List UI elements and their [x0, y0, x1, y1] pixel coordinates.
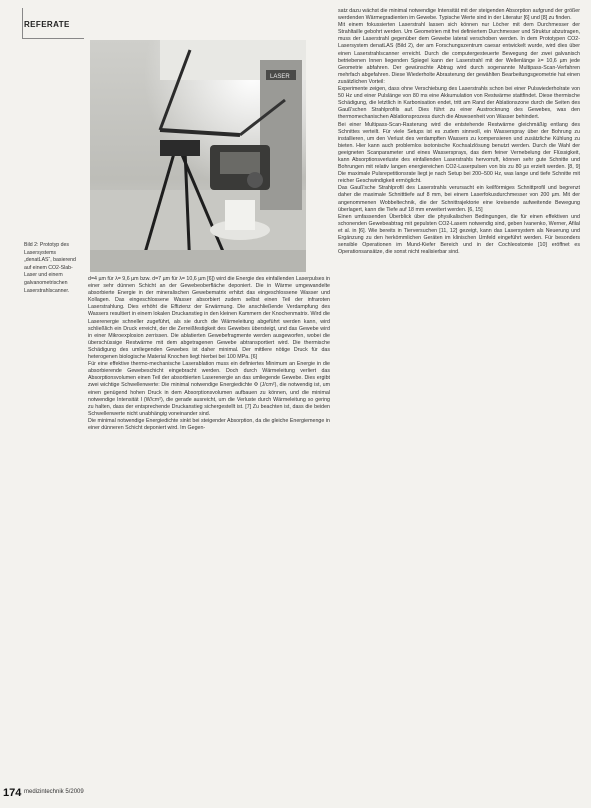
caption-text: Bild 2: Prototyp des Lasersystems „denatLAS“, basierend auf einem CO2-Slab-Laser und einem galvanometrischen Laserstrahlscanner. — [24, 242, 76, 294]
paragraph: Experimente zeigen, dass ohne Verschiebung des Laserstrahls schon bei einer Pulswiederholrate von 50 Hz und einer Pulslänge von 80 ms eine Akkumulation von Restwärme stattfindet. Diese thermische Schädigung, die letztlich in Karbonisation endet, tritt am Rand der Ablationszone durch die Seiten des Gauß'schen Strahlprofils auf. Dies führt zu einer Austrocknung des Gewebes, was den thermomechanischen Ablationsprozess durch die Abwesenheit von Wasser behindert. — [338, 86, 580, 121]
paragraph: Für eine effektive thermo-mechanische Laserablation muss ein definiertes Minimum an Energie in die absorbierende Gewebeschicht eingebracht werden. Doch durch Wärmeleitung verliert das Absorptionsvolumen einen Teil der absorbierten Laserenergie an das umliegende Gewebe. Dies ergibt zwei wichtige Schwellenwerte: Die minimal notwendige Energiedichte Φ (J/cm²), die notwendig ist, um einen genügend hohen Druck in dem Absorptionsvolumen aufbauen zu können, und die minimal notwendige Intensität I (W/cm²), die gerade ausreicht, um die Verluste durch Wärmeleitung so gering zu halten, dass der entsprechende Druckanstieg sichergestellt ist. [7] Zu beachten ist, dass die beiden Schwellenwerte nicht unabhängig voneinander sind. — [88, 361, 330, 417]
laser-system-illustration — [90, 40, 306, 272]
article-column-left — [88, 276, 330, 776]
paragraph: Die minimal notwendige Energiedichte sinkt bei steigender Absorption, da die gleiche Energiemenge in einer dünneren Schicht deponiert wird. Im Gegen- — [88, 417, 330, 431]
laser-device-label: LASER — [270, 74, 290, 80]
paragraph: Das Gauß'sche Strahlprofil des Laserstrahls verursacht ein keilförmiges Schnittprofil und begrenzt daher die maximale Schnitttiefe auf 8 mm, bei einem Laserfokusdurchmesser von 200 µm. Mit der angenommenen Wobbeltechnik, die der Schnittrajektorie eine kreisende aufweitende Bewegung überlagert, kann die Tiefe auf 18 mm erweitert werden. [6, 15] — [338, 185, 580, 213]
journal-name: medizintechnik 5/2009 — [24, 789, 84, 795]
article-column-right — [338, 8, 580, 776]
paragraph: d=4 µm für λ= 9,6 µm bzw. d=7 µm für λ= 10,6 µm [6]) wird die Energie des einfallenden Laserpulses in einer sehr dünnen Schicht an der Gewebeoberfläche deponiert. Die in Wärme umgewandelte absorbierte Energie in der mineralischen Gewebematrix erhitzt das eingeschlossene Wasser und Kollagen. Das eingeschlossene Wasser absorbiert zudem selbst einen Teil der infraroten Laserstrahlung. Dies erhöht die Effizienz der Erwärmung. Die anschließende Verdampfung des Wassers resultiert in einem lokalen Druckanstieg in den kleinen Kammern der Knochenmatrix. Wird die Laserenergie schneller zugeführt, als sie durch die Wärmeleitung abgeführt werden kann, wird schließlich ein Druck erreicht, der die Zerreißfestigkeit des Gewebes übersteigt, und das Gewebe wird in einer Mikroexplosion zerrissen. Die ablatierten Gewebefragmente werden ausgeworfen, wobei die überschüssige Restwärme mit dem abgetragenen Gewebe abtransportiert wird. Die thermische Schädigung des umliegenden Gewebes ist daher minimal. Der mittlere nötige Druck für das heterogenen biologische Material Knochen liegt hierbei bei 100 MPa. [6] — [88, 276, 330, 361]
paragraph: satz dazu wächst die minimal notwendige Intensität mit der steigenden Absorption aufgrund der größer werdenden Wärmegradienten im Gewebe. Typische Werte sind in der Literatur [6] und [8] zu finden. — [338, 8, 580, 22]
paragraph: Einen umfassenden Überblick über die physikalischen Bedingungen, die für einen effektiven und schonenden Gewebeabtrag mit gepulsten CO2-Lasern notwendig sind, geben Ivanenko, Werner, Afilal et al. in [6]. Wie bereits in Tierversuchen [11, 12] gezeigt, kann das Lasersystem als Neuerung und Ergänzung zu den herkömmlichen Geräten im klinischen Umfeld eingeführt werden. Für besonders sensible Operationen im Mund-Kiefer Bereich und in der Cochleostomie [10] eröffnet es Operationsansätze, die sonst nicht realisierbar sind. — [338, 213, 580, 256]
page-footer — [0, 787, 591, 801]
header-rule-vertical — [22, 8, 23, 38]
laser-system-photo — [90, 40, 306, 272]
header-rule-horizontal — [22, 38, 84, 39]
paragraph: Mit einem fokussierten Laserstrahl lassen sich können nur Löcher mit dem Durchmesser der Strahltaille gebohrt werden. Um Geometrien mit frei definiertem Durchmesser und Struktur abzutragen, muss der Laserstrahl gegenüber dem Gewebe lateral verschoben werden. In dem Prototypen CO2-Lasersystem denatLAS (Bild 2), der am Forschungszentrum caesar entwickelt wurde, wird dies über einen Laserstrahlscanner erreicht. Durch die computergesteuerte Bewegung der zwei galvanisch betriebenen Innen liegenden Spiegel kann der Laserstrahl mit der Wellenlänge λ= 10,6 µm jede Geometrie abfahren. Der gewünschte Abtrag wird durch sogenannte Multipass-Scan-Verfahren mehrfach abgefahren. Diese Wiederholte Abrasterung der gewählten Bearbeitungsgeometrie hat einen zusätzlichen Vorteil: — [338, 22, 580, 85]
paragraph: Bei einer Multipass-Scan-Rasterung wird die entstehende Restwärme gleichmäßig entlang des Schnittes verteilt. Für viele Setups ist es zudem sinnvoll, ein Wasserspray über der Bohrung zu installieren, um den Verlust des verdampften Wassers zu kompensieren und zusätzliche Kühlung zu bieten. Hier kann auch problemlos isotonische Kochsalzlösung benutzt werden. Durch die Wahl der geeigneten Scanparameter und eines Wassersprays, das dem feiner Vernebelung der Flüssigkeit, kann Absorptionsverluste des einfallenden Laserstrahls hervorruft, können sehr gute Schnitte und Bohrungen mit relativ langen energiereichen CO2-Laserpulsen von bis zu 80 µs erzielt werden. [8, 9] Die maximale Pulsrepetitionsrate liegt je nach Setup bei 200–500 Hz, was lange und tiefe Schnitte mit reicher Geschwindigkeit ermöglicht. — [338, 121, 580, 185]
page-number: 174 — [3, 787, 22, 799]
section-tag: REFERATE — [24, 20, 70, 29]
figure-caption — [24, 242, 82, 295]
